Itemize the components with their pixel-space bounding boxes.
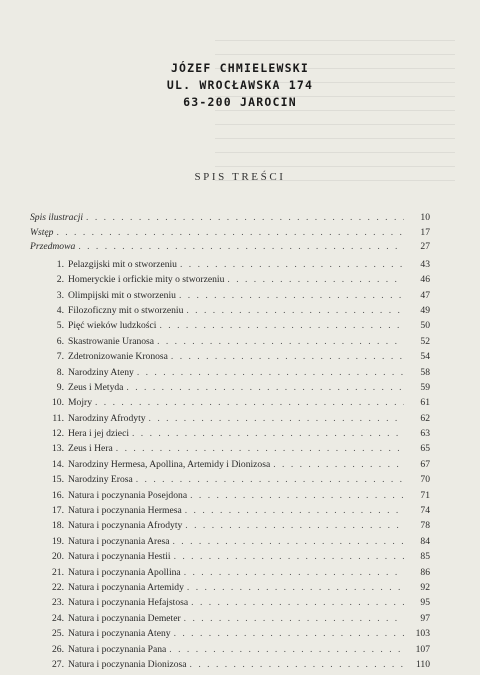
leader-dots (53, 227, 404, 238)
leader-dots (184, 582, 404, 593)
toc-entry-number: 15. (52, 474, 64, 486)
toc-entry-page: 74 (420, 505, 430, 517)
toc-entry (30, 212, 430, 227)
toc-entry-title: Natura i poczynania Aresa (68, 535, 170, 547)
leader-dots (154, 336, 404, 347)
toc-entry-title: Zeus i Hera (68, 443, 113, 455)
toc-entry-page: 67 (420, 458, 430, 470)
leader-dots (224, 274, 404, 285)
toc-entry-number: 9. (56, 381, 64, 393)
toc-entry (30, 382, 430, 397)
toc-entry (30, 274, 430, 289)
leader-dots (134, 367, 404, 378)
toc-entry-page: 92 (420, 581, 430, 593)
leader-dots (183, 305, 404, 316)
toc-entry (30, 259, 430, 274)
toc-entry (30, 474, 430, 489)
toc-entry-number: 6. (56, 335, 64, 347)
toc-entry-page: 43 (420, 258, 430, 270)
toc-entry (30, 336, 430, 351)
toc-entry (30, 582, 430, 597)
toc-entry-number: 26. (52, 643, 64, 655)
toc-entry-page: 47 (420, 289, 430, 301)
toc-entry-title: Natura i poczynania Dionizosa (68, 658, 187, 670)
leader-dots (133, 474, 404, 485)
toc-entry-number: 21. (52, 566, 64, 578)
toc-entry-title: Homeryckie i orfickie mity o stworzeniu (68, 274, 225, 286)
toc-entry (30, 567, 430, 582)
toc-entry-page: 17 (420, 226, 430, 238)
toc-entry-page: 63 (420, 428, 430, 440)
leader-dots (188, 597, 404, 608)
toc-entry-number: 23. (52, 597, 64, 609)
toc-entry-page: 62 (420, 412, 430, 424)
toc-entry-number: 12. (52, 428, 64, 440)
toc-entry (30, 628, 430, 643)
toc-entry (30, 397, 430, 412)
toc-entry-title: Narodziny Erosa (68, 474, 133, 486)
toc-entry-title: Olimpijski mit o stworzeniu (68, 289, 176, 301)
toc-entry-number: 1. (56, 258, 64, 270)
toc-entry-title: Natura i poczynania Pana (68, 643, 167, 655)
toc-entry-page: 97 (420, 612, 430, 624)
toc-entry-title: Narodziny Ateny (68, 366, 134, 378)
toc-entry-page: 10 (420, 212, 430, 223)
toc-entry-page: 70 (420, 474, 430, 486)
toc-entry (30, 320, 430, 335)
toc-entry-number: 7. (56, 351, 64, 363)
toc-entry-page: 71 (420, 489, 430, 501)
toc-entry-title: Zdetronizowanie Kronosa (68, 351, 168, 363)
toc-entry-title: Skastrowanie Uranosa (68, 335, 155, 347)
leader-dots (176, 290, 404, 301)
toc-entry-title: Zeus i Metyda (68, 381, 124, 393)
toc-entry-title: Natura i poczynania Ateny (68, 628, 171, 640)
toc-entry-number: 18. (52, 520, 64, 532)
toc-entry (30, 597, 430, 612)
leader-dots (181, 567, 404, 578)
toc-entry-number: 4. (56, 304, 64, 316)
toc-entry-title: Natura i poczynania Demeter (68, 612, 181, 624)
leader-dots (156, 320, 404, 331)
toc-entry-title: Hera i jej dzieci (68, 428, 129, 440)
toc-entry-title: Natura i poczynania Afrodyty (68, 520, 183, 532)
stamp-street: UL. WROCŁAWSKA 174 (166, 78, 314, 92)
toc-entry (30, 536, 430, 551)
toc-entry (30, 459, 430, 474)
leader-dots (129, 428, 404, 439)
toc-entry-page: 65 (420, 443, 430, 455)
toc-entry-number: 10. (52, 397, 64, 409)
leader-dots (182, 505, 404, 516)
leader-dots (187, 659, 404, 670)
toc-entry-title: Narodziny Afrodyty (68, 412, 146, 424)
leader-dots (177, 259, 404, 270)
toc-entry-title: Natura i poczynania Posejdona (68, 489, 188, 501)
leader-dots (146, 413, 404, 424)
toc-entry-title: Pięć wieków ludzkości (68, 320, 157, 332)
toc-entry-title: Natura i poczynania Hefajstosa (68, 597, 189, 609)
toc-entry-page: 110 (415, 658, 430, 670)
toc-entry-page: 86 (420, 566, 430, 578)
leader-dots (187, 490, 404, 501)
toc-entry-title: Spis ilustracji (30, 212, 84, 223)
toc-entry-page: 46 (420, 274, 430, 286)
toc-entry-number: 24. (52, 612, 64, 624)
toc-list (30, 212, 430, 674)
owner-stamp (130, 60, 350, 111)
toc-entry-page: 52 (420, 335, 430, 347)
toc-entry-page: 61 (420, 397, 430, 409)
leader-dots (166, 644, 404, 655)
toc-entry (30, 290, 430, 305)
toc-entry (30, 305, 430, 320)
toc-entry-page: 103 (415, 628, 430, 640)
toc-entry (30, 551, 430, 566)
toc-entry-title: Przedmowa (30, 241, 76, 253)
leader-dots (270, 459, 404, 470)
toc-entry (30, 659, 430, 674)
leader-dots (123, 382, 404, 393)
toc-entry-title: Natura i poczynania Apollina (68, 566, 181, 578)
toc-entry (30, 367, 430, 382)
stamp-city: 63-200 JAROCIN (183, 95, 297, 109)
leader-dots (75, 241, 404, 252)
leader-dots (92, 397, 404, 408)
toc-entry-page: 54 (420, 351, 430, 363)
toc-entry-title: Natura i poczynania Hermesa (68, 505, 182, 517)
toc-entry-page: 85 (420, 551, 430, 563)
toc-entry-page: 84 (420, 535, 430, 547)
toc-entry (30, 505, 430, 520)
toc-entry-number: 2. (56, 274, 64, 286)
leader-dots (83, 212, 404, 223)
toc-entry-number: 20. (52, 551, 64, 563)
toc-entry (30, 428, 430, 443)
toc-entry-number: 19. (52, 535, 64, 547)
toc-entry-page: 107 (415, 643, 430, 655)
toc-entry-page: 78 (420, 520, 430, 532)
toc-entry (30, 443, 430, 458)
toc-entry-number: 16. (52, 489, 64, 501)
toc-entry-page: 58 (420, 366, 430, 378)
toc-entry-title: Mojry (68, 397, 92, 409)
toc-entry-page: 59 (420, 381, 430, 393)
toc-entry-number: 25. (52, 628, 64, 640)
toc-entry-title: Natura i poczynania Artemidy (68, 581, 184, 593)
toc-entry-title: Pelazgijski mit o stworzeniu (68, 258, 177, 270)
leader-dots (182, 520, 404, 531)
toc-entry (30, 227, 430, 242)
toc-entry-page: 50 (420, 320, 430, 332)
toc-entry (30, 613, 430, 628)
leader-dots (181, 613, 404, 624)
toc-entry-number: 27. (52, 658, 64, 670)
toc-entry-number: 13. (52, 443, 64, 455)
toc-entry-title: Filozoficzny mit o stworzeniu (68, 304, 184, 316)
toc-entry-number: 14. (52, 458, 64, 470)
leader-dots (170, 536, 405, 547)
toc-entry-number: 3. (56, 289, 64, 301)
toc-entry-page: 95 (420, 597, 430, 609)
toc-entry-number: 22. (52, 581, 64, 593)
toc-entry-number: 17. (52, 505, 64, 517)
toc-entry-page: 49 (420, 304, 430, 316)
toc-entry-title: Narodziny Hermesa, Apollina, Artemidy i Dionizosa (68, 458, 271, 470)
toc-entry-page: 27 (420, 241, 430, 253)
toc-entry (30, 413, 430, 428)
stamp-name: JÓZEF CHMIELEWSKI (170, 61, 310, 75)
leader-dots (113, 443, 404, 454)
toc-entry-number: 5. (56, 320, 64, 332)
leader-dots (171, 551, 404, 562)
toc-entry-number: 8. (56, 366, 64, 378)
leader-dots (168, 351, 404, 362)
toc-entry (30, 351, 430, 366)
leader-dots (171, 628, 404, 639)
toc-entry-title: Wstęp (30, 226, 54, 238)
toc-entry-number: 11. (52, 412, 64, 424)
toc-entry (30, 241, 430, 256)
toc-entry (30, 490, 430, 505)
toc-entry (30, 520, 430, 535)
toc-entry-title: Natura i poczynania Hestii (68, 551, 171, 563)
toc-entry (30, 644, 430, 659)
toc-title: SPIS TREŚCI (194, 171, 286, 183)
